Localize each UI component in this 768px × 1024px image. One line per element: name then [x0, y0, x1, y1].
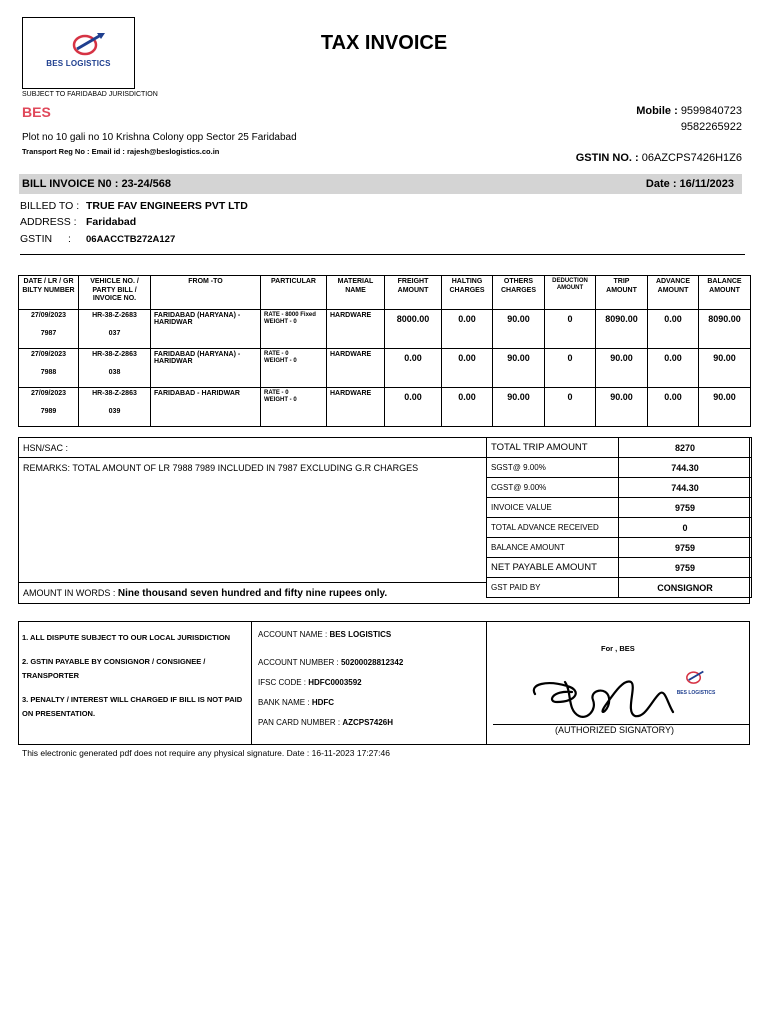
total-label: CGST@ 9.00%: [487, 478, 619, 498]
generated-note: This electronic generated pdf does not require any physical signature. Date : 16-11-2023 17:27:46: [22, 748, 390, 758]
advance-cell: 0.00: [648, 388, 699, 427]
date-lr-cell: [19, 349, 79, 388]
small-logo: [671, 660, 721, 710]
row-rate: RATE - 0: [264, 390, 289, 396]
term-item: 2. GSTIN PAYABLE BY CONSIGNOR / CONSIGNEE / TRANSPORTER: [22, 657, 206, 680]
invoice-bar: [19, 174, 742, 194]
invoice-date-label: Date :: [645, 178, 677, 190]
trip-cell: 90.00: [596, 349, 648, 388]
billed-address-value: Faridabad: [86, 216, 137, 228]
balance-cell: 90.00: [699, 388, 751, 427]
col-header: FREIGHT AMOUNT: [385, 276, 442, 310]
bank-value: HDFC: [311, 698, 335, 707]
total-label: TOTAL ADVANCE RECEIVED: [487, 518, 619, 538]
pan-number: [258, 718, 393, 727]
mobile-2: 9582265922: [680, 121, 742, 133]
total-value: 9759: [619, 558, 752, 578]
gstin-label: GSTIN NO. :: [575, 152, 639, 164]
advance-cell: 0.00: [648, 349, 699, 388]
deduction-cell: 0: [545, 388, 596, 427]
terms-list: [22, 631, 250, 731]
row-bill: 039: [108, 408, 121, 415]
divider: [20, 254, 745, 255]
table-row: [19, 349, 751, 388]
invoice-number-label: BILL INVOICE N0 :: [22, 178, 119, 190]
footer-box: [18, 621, 750, 745]
balance-cell: 8090.00: [699, 310, 751, 349]
particular-cell: [261, 310, 327, 349]
amount-in-words-label: AMOUNT IN WORDS :: [23, 588, 116, 598]
route-cell: FARIDABAD - HARIDWAR: [151, 388, 261, 427]
route-cell: FARIDABAD (HARYANA) - HARIDWAR: [151, 349, 261, 388]
halting-cell: 0.00: [442, 388, 493, 427]
company-address: Plot no 10 gali no 10 Krishna Colony opp Sector 25 Faridabad: [22, 132, 297, 143]
account-number-label: ACCOUNT NUMBER :: [258, 658, 339, 667]
row-date: 27/09/2023: [30, 312, 67, 319]
logo-text: BES LOGISTICS: [46, 59, 111, 68]
amount-in-words-value: Nine thousand seven hundred and fifty nine rupees only.: [117, 588, 388, 599]
col-header: HALTING CHARGES: [442, 276, 493, 310]
row-weight: WEIGHT - 0: [264, 358, 297, 364]
balance-cell: 90.00: [699, 349, 751, 388]
hsn-sac: HSN/SAC :: [23, 443, 69, 453]
total-row: [487, 578, 752, 598]
vehicle-cell: [79, 388, 151, 427]
total-value: 0: [619, 518, 752, 538]
row-rate: RATE - 8000 Fixed: [264, 312, 316, 318]
col-header: TRIP AMOUNT: [596, 276, 648, 310]
summary-box: [18, 437, 750, 604]
account-name-value: BES LOGISTICS: [329, 630, 392, 639]
particular-cell: [261, 388, 327, 427]
col-header: VEHICLE NO. / PARTY BILL / INVOICE NO.: [79, 276, 151, 310]
row-weight: WEIGHT - 0: [264, 319, 297, 325]
small-logo-text: BES LOGISTICS: [676, 690, 716, 696]
col-header: PARTICULAR: [261, 276, 327, 310]
total-value: 744.30: [619, 478, 752, 498]
bank-name: [258, 698, 334, 707]
row-date: 27/09/2023: [30, 390, 67, 397]
row-bill: 038: [108, 369, 121, 376]
total-label: TOTAL TRIP AMOUNT: [487, 438, 619, 458]
total-label: NET PAYABLE AMOUNT: [487, 558, 619, 578]
billed-gstin-colon: :: [68, 233, 71, 245]
transport-reg: Transport Reg No : Email id : rajesh@beslogistics.co.in: [22, 147, 220, 156]
logo-swoosh-icon: [685, 666, 707, 688]
row-lr: 7989: [40, 408, 57, 415]
billed-address-label: ADDRESS :: [20, 216, 77, 228]
particular-cell: [261, 349, 327, 388]
table-header-row: [19, 276, 751, 310]
mobile-label: Mobile :: [636, 105, 678, 117]
signature-icon: [527, 672, 677, 724]
row-lr: 7987: [40, 330, 57, 337]
material-cell: HARDWARE: [327, 388, 385, 427]
account-number: [258, 658, 403, 667]
total-row: [487, 538, 752, 558]
billed-gstin-label: GSTIN: [20, 233, 53, 245]
col-header: MATERIAL NAME: [327, 276, 385, 310]
pan-value: AZCPS7426H: [342, 718, 394, 727]
total-value: 9759: [619, 538, 752, 558]
total-row: [487, 518, 752, 538]
divider: [19, 457, 486, 458]
page-title: TAX INVOICE: [320, 32, 448, 54]
col-header: OTHERS CHARGES: [493, 276, 545, 310]
trip-cell: 90.00: [596, 388, 648, 427]
row-rate: RATE - 0: [264, 351, 289, 357]
vehicle-cell: [79, 310, 151, 349]
col-header: BALANCE AMOUNT: [699, 276, 751, 310]
deduction-cell: 0: [545, 310, 596, 349]
total-value: 9759: [619, 498, 752, 518]
total-value: CONSIGNOR: [619, 578, 752, 598]
halting-cell: 0.00: [442, 349, 493, 388]
date-lr-cell: [19, 310, 79, 349]
route-cell: FARIDABAD (HARYANA) - HARIDWAR: [151, 310, 261, 349]
invoice-number: [22, 178, 171, 190]
total-value: 8270: [619, 438, 752, 458]
bank-label: BANK NAME :: [258, 698, 310, 707]
billed-to-value: TRUE FAV ENGINEERS PVT LTD: [86, 200, 248, 212]
pan-label: PAN CARD NUMBER :: [258, 718, 341, 727]
invoice-date: [646, 178, 734, 190]
term-item: 3. PENALTY / INTEREST WILL CHARGED IF BILL IS NOT PAID ON PRESENTATION.: [22, 695, 243, 718]
total-row: [487, 458, 752, 478]
ifsc-code: [258, 678, 362, 687]
total-row: [487, 498, 752, 518]
total-value: 744.30: [619, 458, 752, 478]
trip-cell: 8090.00: [596, 310, 648, 349]
others-cell: 90.00: [493, 349, 545, 388]
account-name: [258, 630, 391, 639]
freight-cell: 8000.00: [385, 310, 442, 349]
advance-cell: 0.00: [648, 310, 699, 349]
amount-in-words: [23, 588, 387, 599]
mobile-1: 9599840723: [680, 105, 742, 117]
vehicle-cell: [79, 349, 151, 388]
mobile-numbers: [636, 103, 742, 135]
invoice-number-value: 23-24/568: [121, 178, 171, 190]
table-row: [19, 388, 751, 427]
brand-name: BES: [22, 104, 51, 120]
gstin-value: 06AZCPS7426H1Z6: [641, 152, 742, 164]
ifsc-value: HDFC0003592: [308, 678, 362, 687]
invoice-date-value: 16/11/2023: [679, 178, 734, 190]
row-date: 27/09/2023: [30, 351, 67, 358]
for-company: For , BES: [601, 644, 635, 653]
authorized-signatory: (AUTHORIZED SIGNATORY): [555, 725, 675, 735]
total-row: [487, 478, 752, 498]
term-item: 1. ALL DISPUTE SUBJECT TO OUR LOCAL JURISDICTION: [22, 633, 231, 642]
col-header: ADVANCE AMOUNT: [648, 276, 699, 310]
billed-to-label: BILLED TO :: [20, 200, 80, 212]
billed-address: [20, 216, 136, 228]
total-label: INVOICE VALUE: [487, 498, 619, 518]
table-row: [19, 310, 751, 349]
divider: [486, 622, 487, 744]
freight-cell: 0.00: [385, 388, 442, 427]
totals-table: [486, 437, 752, 598]
total-row: [487, 438, 752, 458]
others-cell: 90.00: [493, 310, 545, 349]
material-cell: HARDWARE: [327, 349, 385, 388]
billed-to: [20, 200, 248, 212]
freight-cell: 0.00: [385, 349, 442, 388]
jurisdiction-note: SUBJECT TO FARIDABAD JURISDICTION: [22, 91, 158, 98]
row-lr: 7988: [40, 369, 57, 376]
billed-gstin: [20, 233, 175, 245]
row-bill: 037: [108, 330, 121, 337]
ifsc-label: IFSC CODE :: [258, 678, 307, 687]
col-header: DEDUCTION AMOUNT: [545, 276, 596, 310]
row-weight: WEIGHT - 0: [264, 397, 297, 403]
divider: [251, 622, 252, 744]
account-number-value: 50200028812342: [340, 658, 404, 667]
col-header: DATE / LR / GR BILTY NUMBER: [19, 276, 79, 310]
row-vehicle: HR-38-Z-2863: [92, 390, 137, 397]
deduction-cell: 0: [545, 349, 596, 388]
date-lr-cell: [19, 388, 79, 427]
halting-cell: 0.00: [442, 310, 493, 349]
company-gstin: [576, 152, 742, 164]
material-cell: HARDWARE: [327, 310, 385, 349]
total-label: GST PAID BY: [487, 578, 619, 598]
total-label: SGST@ 9.00%: [487, 458, 619, 478]
total-row: [487, 558, 752, 578]
billed-gstin-value: 06AACCTB272A127: [86, 234, 176, 245]
col-header: FROM -TO: [151, 276, 261, 310]
divider: [19, 582, 486, 583]
remarks: REMARKS: TOTAL AMOUNT OF LR 7988 7989 INCLUDED IN 7987 EXCLUDING G.R CHARGES: [23, 463, 419, 473]
lr-table: [18, 275, 751, 427]
row-vehicle: HR-38-Z-2863: [92, 351, 137, 358]
row-vehicle: HR-38-Z-2683: [92, 312, 137, 319]
total-label: BALANCE AMOUNT: [487, 538, 619, 558]
others-cell: 90.00: [493, 388, 545, 427]
account-name-label: ACCOUNT NAME :: [258, 630, 328, 639]
